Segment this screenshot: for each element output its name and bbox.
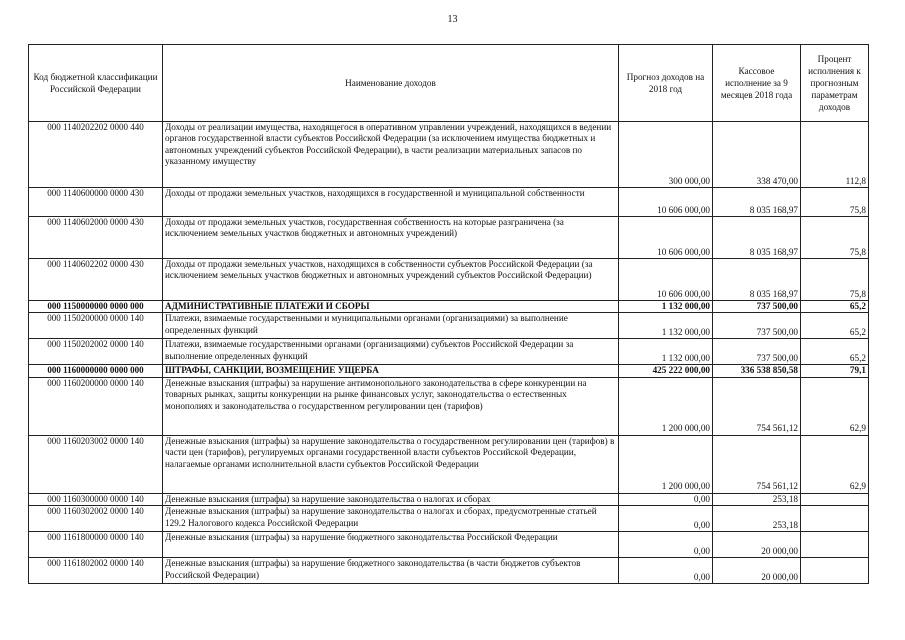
table-row: [29, 339, 869, 365]
cell-forecast: 300 000,00: [619, 122, 713, 188]
cell-name: АДМИНИСТРАТИВНЫЕ ПЛАТЕЖИ И СБОРЫ: [163, 301, 619, 313]
table-row: [29, 122, 869, 188]
cell-cash: 338 470,00: [713, 122, 801, 188]
cell-forecast: 10 606 000,00: [619, 259, 713, 301]
cell-forecast: 0,00: [619, 532, 713, 558]
table-row: [29, 188, 869, 217]
cell-cash: 8 035 168,97: [713, 217, 801, 259]
cell-name: Денежные взыскания (штрафы) за нарушение законодательства о налогах и сборах: [163, 493, 619, 505]
table-row: [29, 532, 869, 558]
cell-cash: 20 000,00: [713, 532, 801, 558]
cell-name: Доходы от продажи земельных участков, находящихся в собственности субъектов Российской Федерации (за исключением земельных участков бюджетных и автономных учреждений субъектов Российской Федерации): [163, 259, 619, 301]
cell-code: 000 1150200000 0000 140: [29, 313, 163, 339]
cell-name: Денежные взыскания (штрафы) за нарушение бюджетного законодательства (в части бюджетов субъектов Российской Федерации): [163, 558, 619, 584]
cell-code: 000 1140202202 0000 440: [29, 122, 163, 188]
cell-cash: 737 500,00: [713, 313, 801, 339]
page-number: 13: [447, 14, 458, 25]
header-cash: Кассовое исполнение за 9 месяцев 2018 года: [713, 45, 801, 122]
cell-name: Денежные взыскания (штрафы) за нарушение законодательства о государственном регулировании цен (тарифов) в части цен (тарифов), регулируемых органами государственной власти субъектов Российской Федерации, налагаемые органами исполнительной власти субъектов Российской Федерации: [163, 435, 619, 493]
cell-forecast: 1 132 000,00: [619, 339, 713, 365]
cell-code: 000 1140600000 0000 430: [29, 188, 163, 217]
cell-code: 000 1161800000 0000 140: [29, 532, 163, 558]
table-row: [29, 435, 869, 493]
cell-forecast: 1 132 000,00: [619, 301, 713, 313]
table-row: [29, 377, 869, 435]
cell-code: 000 1160200000 0000 140: [29, 377, 163, 435]
cell-name: Денежные взыскания (штрафы) за нарушение бюджетного законодательства Российской Федерации: [163, 532, 619, 558]
cell-cash: 8 035 168,97: [713, 188, 801, 217]
cell-code: 000 1160302002 0000 140: [29, 506, 163, 532]
cell-cash: 8 035 168,97: [713, 259, 801, 301]
cell-percent: 65,2: [801, 301, 869, 313]
cell-percent: 75,8: [801, 259, 869, 301]
cell-name: Денежные взыскания (штрафы) за нарушение законодательства о налогах и сборах, предусмотренные статьей 129.2 Налогового кодекса Российской Федерации: [163, 506, 619, 532]
table-row: [29, 217, 869, 259]
header-name: Наименование доходов: [163, 45, 619, 122]
cell-percent: [801, 532, 869, 558]
table-header-row: [29, 45, 869, 122]
header-percent: Процент исполнения к прогнозным параметрам доходов: [801, 45, 869, 122]
cell-forecast: 10 606 000,00: [619, 188, 713, 217]
cell-forecast: 0,00: [619, 558, 713, 584]
cell-code: 000 1160300000 0000 140: [29, 493, 163, 505]
cell-code: 000 1150202002 0000 140: [29, 339, 163, 365]
cell-cash: 20 000,00: [713, 558, 801, 584]
cell-code: 000 1160000000 0000 000: [29, 365, 163, 377]
cell-name: Доходы от реализации имущества, находящегося в оперативном управлении учреждений, находящихся в ведении органов государственной власти субъектов Российской Федерации (за исключением имущества бюджетных и автономных учреждений субъектов Российской Федерации), в части реализации материальных запасов по указанному имуществу: [163, 122, 619, 188]
cell-cash: 253,18: [713, 493, 801, 505]
table-row: [29, 558, 869, 584]
cell-forecast: 425 222 000,00: [619, 365, 713, 377]
cell-percent: 62,9: [801, 377, 869, 435]
header-code: Код бюджетной классификации Российской Федерации: [29, 45, 163, 122]
table-row: [29, 493, 869, 505]
cell-name: Платежи, взимаемые государственными органами (организациями) субъектов Российской Федерации за выполнение определенных функций: [163, 339, 619, 365]
cell-percent: 65,2: [801, 313, 869, 339]
cell-cash: 336 538 850,58: [713, 365, 801, 377]
cell-forecast: 1 200 000,00: [619, 377, 713, 435]
cell-name: ШТРАФЫ, САНКЦИИ, ВОЗМЕЩЕНИЕ УЩЕРБА: [163, 365, 619, 377]
cell-percent: 65,2: [801, 339, 869, 365]
cell-percent: 112,8: [801, 122, 869, 188]
cell-code: 000 1140602000 0000 430: [29, 217, 163, 259]
table-row: [29, 259, 869, 301]
table-row: [29, 313, 869, 339]
cell-name: Доходы от продажи земельных участков, государственная собственность на которые разграничена (за исключением земельных участков бюджетных и автономных учреждений): [163, 217, 619, 259]
cell-code: 000 1160203002 0000 140: [29, 435, 163, 493]
cell-code: 000 1150000000 0000 000: [29, 301, 163, 313]
cell-percent: [801, 558, 869, 584]
cell-name: Доходы от продажи земельных участков, находящихся в государственной и муниципальной собственности: [163, 188, 619, 217]
table-row: [29, 506, 869, 532]
cell-percent: [801, 493, 869, 505]
table-body: [29, 122, 869, 584]
cell-code: 000 1140602202 0000 430: [29, 259, 163, 301]
cell-cash: 754 561,12: [713, 435, 801, 493]
cell-cash: 737 500,00: [713, 301, 801, 313]
cell-percent: 62,9: [801, 435, 869, 493]
cell-percent: 79,1: [801, 365, 869, 377]
cell-cash: 737 500,00: [713, 339, 801, 365]
table-row: [29, 301, 869, 313]
table-row: [29, 365, 869, 377]
revenue-table: [28, 44, 869, 584]
cell-name: Денежные взыскания (штрафы) за нарушение антимонопольного законодательства в сфере конкуренции на товарных рынках, защиты конкуренции на рынке финансовых услуг, законодательства о естественных монополиях и законодательства о государственном регулировании цен (тарифов): [163, 377, 619, 435]
cell-cash: 253,18: [713, 506, 801, 532]
cell-percent: [801, 506, 869, 532]
cell-forecast: 1 132 000,00: [619, 313, 713, 339]
cell-cash: 754 561,12: [713, 377, 801, 435]
cell-name: Платежи, взимаемые государственными и муниципальными органами (организациями) за выполнение определенных функций: [163, 313, 619, 339]
cell-forecast: 1 200 000,00: [619, 435, 713, 493]
cell-forecast: 10 606 000,00: [619, 217, 713, 259]
cell-percent: 75,8: [801, 188, 869, 217]
cell-code: 000 1161802002 0000 140: [29, 558, 163, 584]
cell-forecast: 0,00: [619, 506, 713, 532]
header-forecast: Прогноз доходов на 2018 год: [619, 45, 713, 122]
cell-forecast: 0,00: [619, 493, 713, 505]
cell-percent: 75,8: [801, 217, 869, 259]
